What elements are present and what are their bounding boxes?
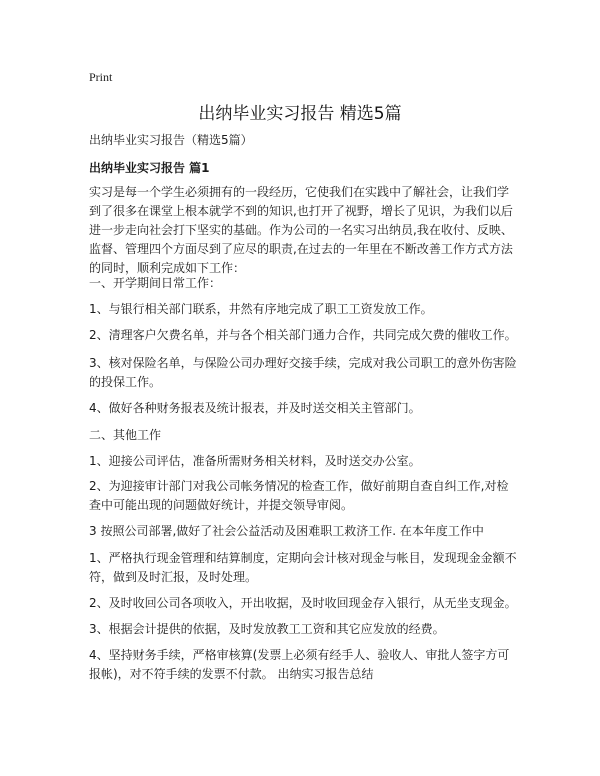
print-link[interactable]: Print — [89, 70, 113, 84]
list-heading-daily-work: 一、开学期间日常工作： — [89, 276, 222, 290]
list-item: 2、及时收回公司各项收入，开出收据，及时收回现金存入银行，从无坐支现金。 — [89, 596, 517, 610]
list-item: 1、与银行相关部门联系，井然有序地完成了职工工资发放工作。 — [89, 302, 433, 316]
list-item: 3、根据会计提供的依据，及时发放教工工资和其它应发放的经费。 — [89, 622, 445, 636]
list-item: 4、做好各种财务报表及统计报表，并及时送交相关主管部门。 — [89, 401, 421, 415]
section-heading: 出纳毕业实习报告 篇1 — [89, 161, 210, 175]
list-heading-other-work: 二、其他工作 — [89, 428, 162, 442]
intro-paragraph: 实习是每一个学生必须拥有的一段经历，它使我们在实践中了解社会，让我们学到了很多在课堂上根本就学不到的知识,也打开了视野，增长了见识，为我们以后进一步走向社会打下坚实的基础。作为公司的一名实习出纳员,我在收付、反映、监督、管理四个方面尽到了应尽的职责,在过去的一年里在不断改善工作方式方法的同时，顺利完成如下工作： — [89, 185, 513, 275]
list-item: 2、清理客户欠费名单，并与各个相关部门通力合作，共同完成欠费的催收工作。 — [89, 328, 517, 342]
list-item: 4、坚持财务手续，严格审核算(发票上必须有经手人、验收人、审批人签字方可报帐)，对不符手续的发票不付款。 出纳实习报告总结 — [89, 648, 510, 681]
document-title: 出纳毕业实习报告 精选5篇 — [198, 104, 402, 124]
document-subtitle: 出纳毕业实习报告（精选5篇） — [89, 133, 253, 147]
list-item: 1、严格执行现金管理和结算制度，定期向会计核对现金与帐目，发现现金金额不符，做到及时汇报，及时处理。 — [89, 551, 517, 584]
list-item: 1、迎接公司评估，准备所需财务相关材料，及时送交办公室。 — [89, 454, 421, 468]
list-item: 3、核对保险名单，与保险公司办理好交接手续，完成对我公司职工的意外伤害险的投保工作。 — [89, 356, 517, 389]
list-item: 3 按照公司部署,做好了社会公益活动及困难职工救济工作. 在本年度工作中 — [89, 524, 484, 538]
list-item: 2、为迎接审计部门对我公司帐务情况的检查工作，做好前期自查自纠工作,对检查中可能出现的问题做好统计，并提交领导审阅。 — [89, 479, 509, 512]
